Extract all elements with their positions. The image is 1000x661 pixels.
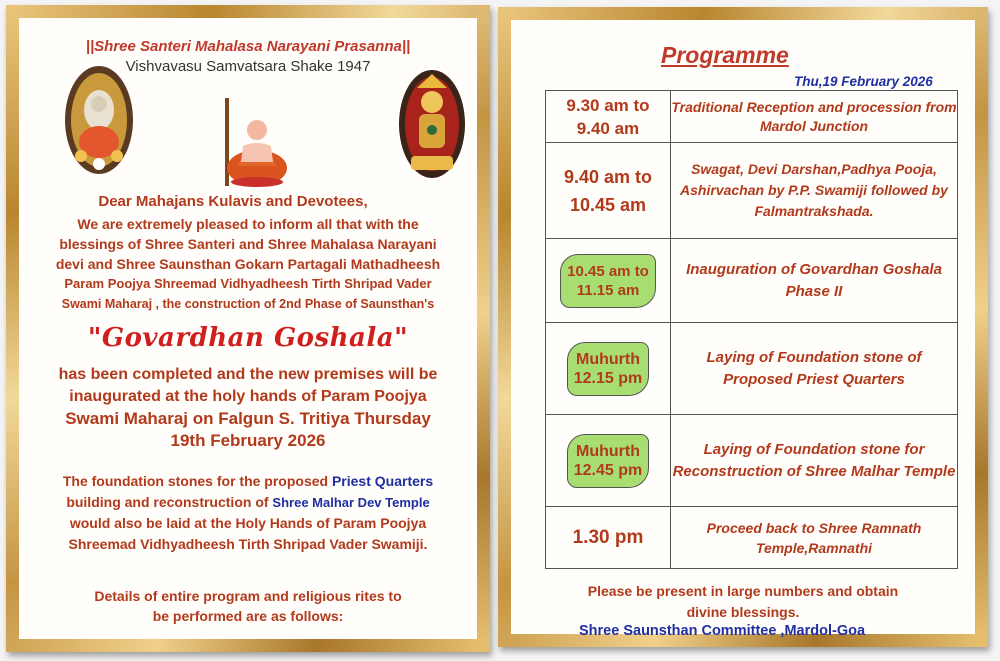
schedule-time [546,415,671,507]
greeting: Dear Mahajans Kulavis and Devotees, [98,193,368,210]
completion-paragraph [19,364,477,452]
schedule-description: Laying of Foundation stone of Proposed Priest Quarters [671,323,958,415]
time-line: 9.30 am to [566,95,650,115]
samvatsara-subtitle: Vishvavasu Samvatsara Shake 1947 [125,58,371,75]
time-line: 1.30 pm [572,527,644,548]
programme-title: Programme [661,42,789,68]
time-line: 10.45 am [569,194,647,215]
completion-line: inaugurated at the holy hands of Param Poojya [69,388,427,405]
schedule-description: Traditional Reception and procession from Mardol Junction [671,91,958,143]
intro-paragraph [19,214,477,314]
time-line: Muhurth [576,442,640,460]
intro-line: blessings of Shree Santeri and Shree Mahalasa Narayani [59,236,437,252]
schedule-time [546,91,671,143]
schedule-time [546,323,671,415]
details-paragraph [19,586,477,626]
time-line: Muhurth [576,350,640,368]
time-line: 12.15 pm [573,369,643,387]
intro-line: We are extremely pleased to inform all that with the [77,216,419,232]
time-line: 11.15 am [576,281,640,299]
details-line: be performed are as follows: [152,608,344,624]
schedule-row [546,143,958,239]
schedule-row [546,507,958,569]
schedule-description: Swagat, Devi Darshan,Padhya Pooja, Ashirvachan by P.P. Swamiji followed by Falmantrakshada. [671,143,958,239]
foundation-line: would also be laid at the Holy Hands of Param Poojya [69,515,427,531]
foundation-line: Shreemad Vidhyadheesh Tirth Shripad Vader Swamiji. [68,536,428,552]
details-line: Details of entire program and religious rites to [94,588,402,604]
committee-signature: Shree Saunsthan Committee ,Mardol-Goa [579,623,866,639]
foundation-text: The foundation stones for the proposed [62,473,329,489]
completion-line: has been completed and the new premises will be [58,366,438,383]
schedule-row [546,323,958,415]
schedule-description: Proceed back to Shree Ramnath Temple,Ramnathi [671,507,958,569]
programme-right-panel [498,7,988,647]
closing-line: Please be present in large numbers and obtain [587,583,899,599]
intro-line: Param Poojya Shreemad Vidhyadheesh Tirth Shripad Vader [64,276,432,291]
schedule-description: Laying of Foundation stone for Reconstruction of Shree Malhar Temple [671,415,958,507]
foundation-line [19,471,477,492]
swamiji-image [217,96,291,188]
closing-line: divine blessings. [686,604,800,620]
priest-quarters-highlight: Priest Quarters [331,473,434,489]
deity-image-left [63,64,135,176]
schedule-row [546,415,958,507]
invocation-title-text: Shree Santeri Mahalasa Narayani Prasanna [94,38,402,55]
schedule-row [546,91,958,143]
goshala-highlight: "Govardhan Goshala" [87,323,409,353]
schedule-description: Inauguration of Govardhan Goshala Phase II [671,239,958,323]
malhar-temple-highlight: Shree Malhar Dev Temple [272,495,430,510]
intro-line: devi and Shree Saunsthan Gokarn Partagali Mathadheesh [55,256,441,272]
programme-date: Thu,19 February 2026 [794,74,933,89]
deity-image-right [397,68,467,180]
foundation-paragraph [19,471,477,555]
time-line: 12.45 pm [573,461,643,479]
title-bars-open: || [85,38,95,55]
foundation-text: building and reconstruction of [66,494,269,510]
time-line: 9.40 am [576,118,640,138]
schedule-table [545,90,958,569]
intro-line: Swami Maharaj , the construction of 2nd Phase of Saunsthan's [61,297,435,311]
time-highlight-blob [560,254,656,308]
foundation-line [19,492,477,513]
schedule-time [546,507,671,569]
completion-line: Swami Maharaj on Falgun S. Tritiya Thursday [65,409,431,428]
time-highlight-blob [567,434,649,488]
time-highlight-blob [567,342,649,396]
closing-message [511,581,975,623]
invocation-title [19,38,477,55]
schedule-time [546,143,671,239]
schedule-row [546,239,958,323]
invitation-left-panel [6,5,490,652]
schedule-time [546,239,671,323]
title-bars-close: || [401,38,411,55]
time-line: 10.45 am to [567,262,649,280]
time-line: 9.40 am to [563,166,653,187]
completion-line: 19th February 2026 [170,431,326,450]
